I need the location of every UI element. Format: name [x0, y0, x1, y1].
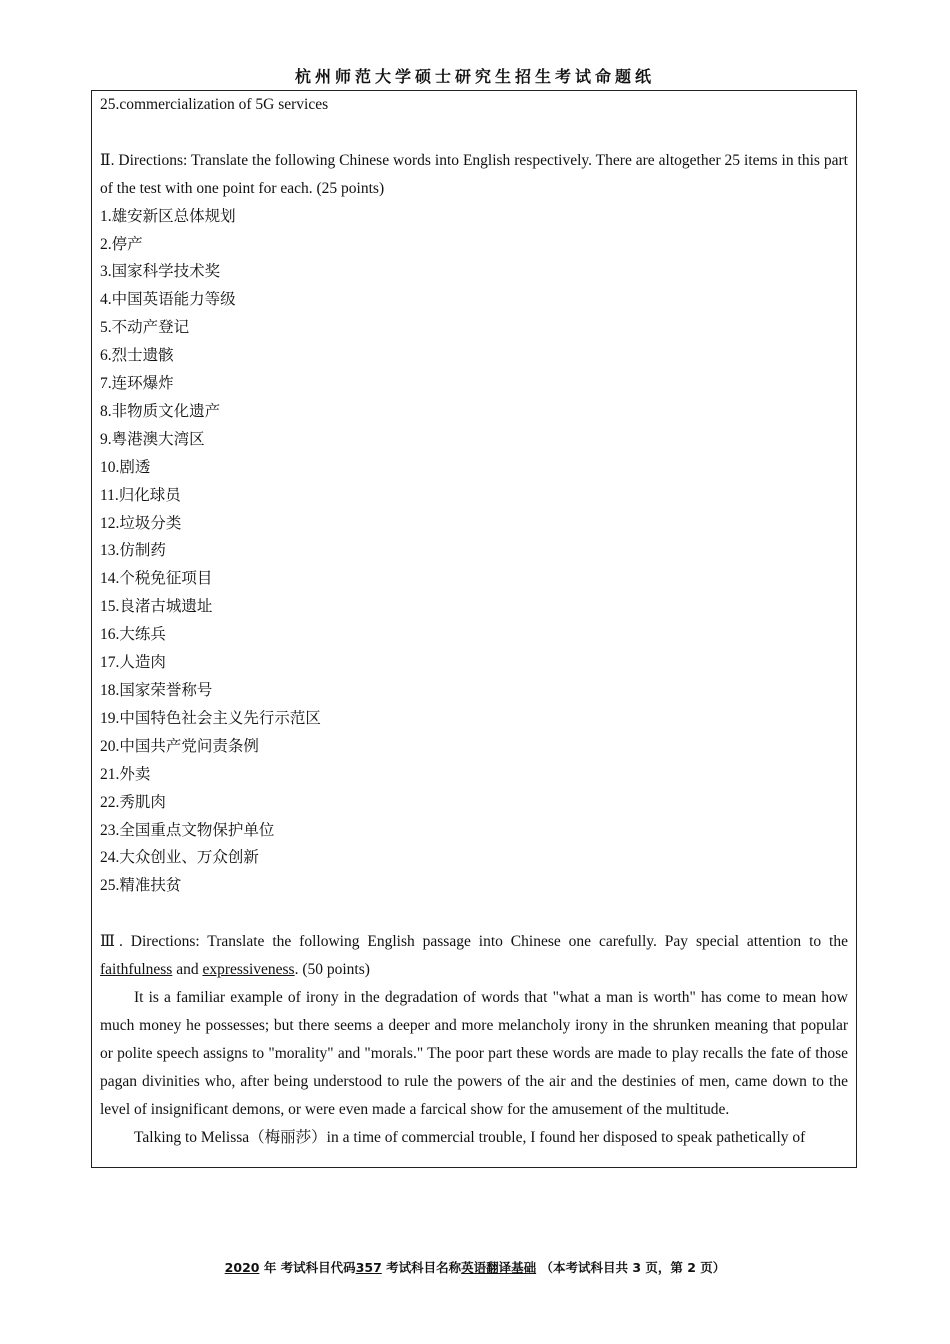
- passage-paragraph-2: Talking to Melissa（梅丽莎）in a time of commercial trouble, I found her disposed to speak pathetically of: [134, 1128, 806, 1146]
- spacer: [100, 119, 848, 147]
- list-item: 18.国家荣誉称号: [100, 682, 213, 700]
- section2-item-list: [100, 203, 848, 901]
- list-item: 12.垃圾分类: [100, 514, 182, 532]
- list-item: 7.连环爆炸: [100, 375, 174, 393]
- frame-bottom-border: [91, 1167, 857, 1168]
- list-item: 23.全国重点文物保护单位: [100, 821, 275, 839]
- passage-paragraph-1: It is a familiar example of irony in the degradation of words that "what a man is worth" has come to mean how much money he possesses; but there seems a deeper and more melancholy irony in the shrunken meaning that popular or polite speech assigns to "morality" and "morals." The poor part these words are made to play recalls the fate of those pagan divinities who, after being understood to rule the powers of the air and the destinies of men, came down to the level of insignificant demons, or were even made a farcical show for the amusement of the multitude.: [100, 988, 848, 1118]
- footer-name-label: 考试科目名称: [381, 1260, 462, 1275]
- list-item: 25.精准扶贫: [100, 877, 182, 895]
- list-item: 16.大练兵: [100, 626, 166, 644]
- footer-subject-code: 357: [355, 1260, 382, 1275]
- list-item: 22.秀肌肉: [100, 793, 166, 811]
- spacer: [100, 900, 848, 928]
- footer-subject-name: 英语翻译基础: [461, 1260, 537, 1275]
- list-item: 2.停产: [100, 235, 143, 253]
- keyword-expressiveness: expressiveness: [202, 961, 295, 979]
- list-item: 17.人造肉: [100, 654, 166, 672]
- list-item: 4.中国英语能力等级: [100, 291, 236, 309]
- list-item: 13.仿制药: [100, 542, 166, 560]
- exam-paper-title: 杭州师范大学硕士研究生招生考试命题纸: [294, 67, 655, 86]
- list-item: 21.外卖: [100, 765, 151, 783]
- list-item: 15.良渚古城遗址: [100, 598, 213, 616]
- section3-points: . (50 points): [294, 961, 370, 979]
- list-item: 10.剧透: [100, 458, 151, 476]
- keyword-connector: and: [172, 961, 203, 979]
- list-item: 5.不动产登记: [100, 319, 190, 337]
- list-item: 20.中国共产党问责条例: [100, 737, 259, 755]
- question-content: [100, 91, 848, 1151]
- list-item: 1.雄安新区总体规划: [100, 207, 236, 225]
- list-item: 19.中国特色社会主义先行示范区: [100, 709, 321, 727]
- list-item: 14.个税免征项目: [100, 570, 213, 588]
- list-item: 24.大众创业、万众创新: [100, 849, 259, 867]
- section3-directions-text: Ⅲ. Directions: Translate the following English passage into Chinese one carefully. Pay special attention to the: [100, 933, 848, 951]
- keyword-faithfulness: faithfulness: [100, 961, 173, 979]
- section1-last-item: 25.commercialization of 5G services: [100, 96, 329, 113]
- section2-directions: Ⅱ. Directions: Translate the following Chinese words into English respectively. There are altogether 25 items in this part of the test with one point for each. (25 points): [100, 151, 848, 197]
- list-item: 3.国家科学技术奖: [100, 263, 221, 281]
- list-item: 6.烈士遗骸: [100, 347, 174, 365]
- list-item: 11.归化球员: [100, 486, 181, 504]
- footer-year: 2020: [224, 1260, 260, 1275]
- page-footer: [0, 1258, 950, 1276]
- footer-page-info: （本考试科目共 3 页，第 2 页）: [536, 1260, 726, 1275]
- footer-year-suffix: 年 考试科目代码: [259, 1260, 356, 1275]
- list-item: 8.非物质文化遗产: [100, 402, 221, 420]
- question-frame: [91, 90, 857, 1168]
- list-item: 9.粤港澳大湾区: [100, 430, 205, 448]
- section3-directions: [100, 928, 848, 984]
